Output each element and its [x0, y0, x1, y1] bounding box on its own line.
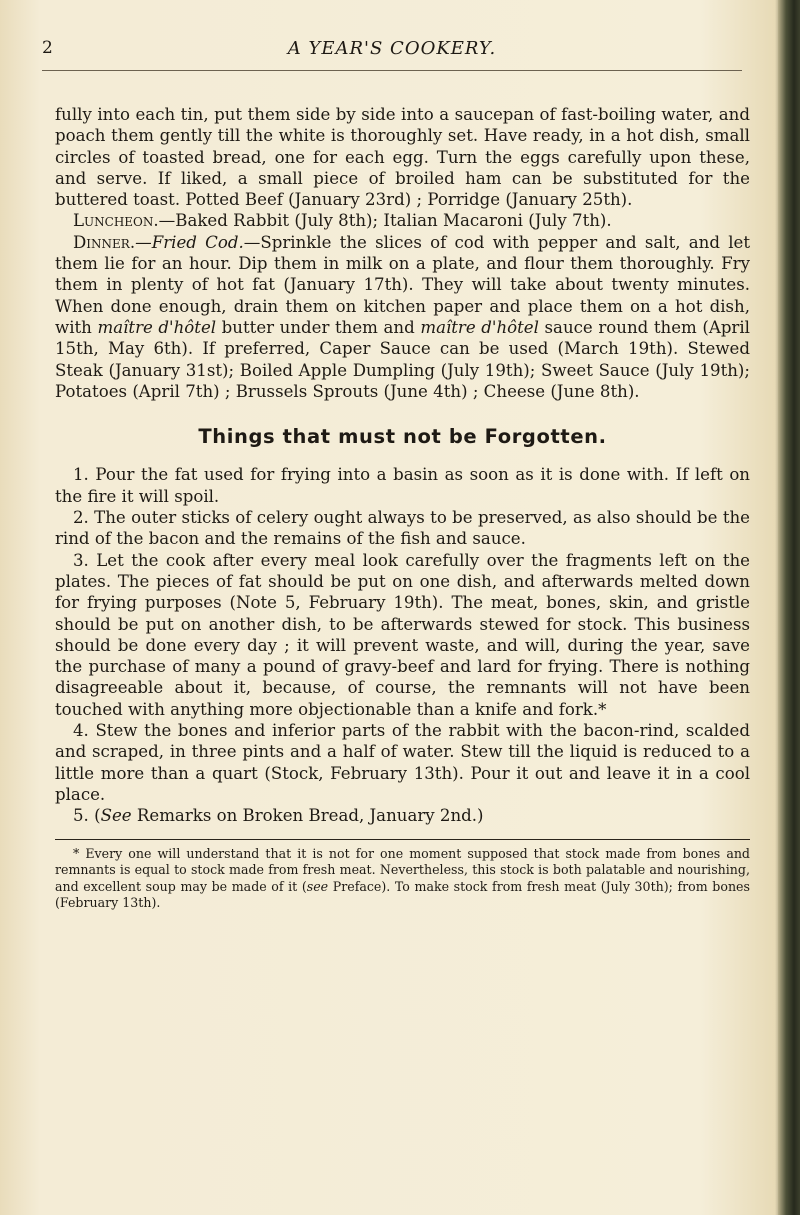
list-item: 4. Stew the bones and inferior parts of the rabbit with the bacon-rind, scalded and scraped, in three pints and a half of water. Stew till the liquid is reduced to a little more than a quart (Stock, February 13th). Pour it out and leave it in a cool place. [55, 721, 750, 804]
running-title: A YEAR'S COOKERY. [287, 38, 497, 59]
item5-see: See [100, 806, 132, 826]
maitre-dhotel-2: maître d'hôtel [420, 317, 539, 337]
dinner-paragraph [55, 232, 750, 402]
list-item: 3. Let the cook after every meal look carefully over the fragments left on the plates. The pieces of fat should be put on one dish, and afterwards melted down for frying purposes (Note 5, February 19th). The meat, bones, skin, and gristle should be put on another dish, to be afterwards stewed for stock. This business should be done every day ; it will prevent waste, and will, during the year, save the purchase of many a pound of gravy-beef and lard for frying. There is nothing disagreeable about it, because, of course, the remnants will not have been touched with anything more objectionable than a knife and fork.* [55, 550, 750, 719]
section-title: Things that must not be Forgotten. [198, 425, 607, 449]
dinner-dish: —Fried Cod. [135, 232, 244, 252]
header-rule [42, 70, 742, 71]
footnote-text-a: * Every one will understand that it is not for one moment supposed that stock made from bones and remnants is equal to stock made from fresh meat. Nevertheless, this stock is both palatable and nourishing, and excellent soup may be made of it ( [55, 845, 750, 894]
running-head [42, 38, 742, 66]
footnote-see: see [306, 878, 329, 894]
list-item: 1. Pour the fat used for frying into a basin as soon as it is done with. If left on the fire it will spoil. [55, 465, 750, 506]
footnote [55, 846, 750, 912]
footnote-text-b: Preface). To make stock from fresh meat (July 30th); from bones (February 13th). [55, 878, 750, 910]
footnote-rule [55, 839, 750, 840]
item5-rest: Remarks on Broken Bread, January 2nd.) [131, 806, 484, 826]
luncheon-label: Luncheon. [73, 211, 159, 231]
intro-paragraph: fully into each tin, put them side by side into a saucepan of fast-boiling water, and poach them gently till the white is thoroughly set. Have ready, in a hot dish, small circles of toasted bread, one for each egg. Turn the eggs carefully upon these, and serve. If liked, a small piece of broiled ham can be substituted for the buttered toast. Potted Beef (January 23rd) ; Porridge (January 25th). [55, 105, 750, 210]
dinner-text-a: —Sprinkle the slices of cod with pepper and salt, and let them lie for an hour. Dip them in milk on a plate, and flour them thoroughly. Fry them in plenty of hot fat (January 17th). They will take about twenty minutes. When done enough, drain them on kitchen paper and place them on a hot dish, with [55, 232, 750, 337]
page-body [55, 104, 750, 912]
item5-open: 5. ( [73, 806, 101, 826]
dinner-text-c: sauce round them (April 15th, May 6th). If preferred, Caper Sauce can be used (March 19th). Stewed Steak (January 31st); Boiled Apple Dumpling (July 19th); Sweet Sauce (July 19th); Potatoes (April 7th) ; Brussels Sprouts (June 4th) ; Cheese (June 8th). [55, 317, 750, 401]
book-spine-edge [778, 0, 800, 1215]
list-item: 2. The outer sticks of celery ought always to be preserved, as also should be the rind of the bacon and the remains of the fish and sauce. [55, 508, 750, 549]
luncheon-text: —Baked Rabbit (July 8th); Italian Macaroni (July 7th). [158, 211, 612, 231]
luncheon-paragraph [55, 210, 750, 231]
dinner-label: Dinner. [73, 232, 136, 252]
dinner-text-b: butter under them and [216, 317, 421, 337]
list-item [55, 805, 750, 826]
maitre-dhotel-1: maître d'hôtel [97, 317, 217, 337]
page-number: 2 [42, 38, 53, 58]
